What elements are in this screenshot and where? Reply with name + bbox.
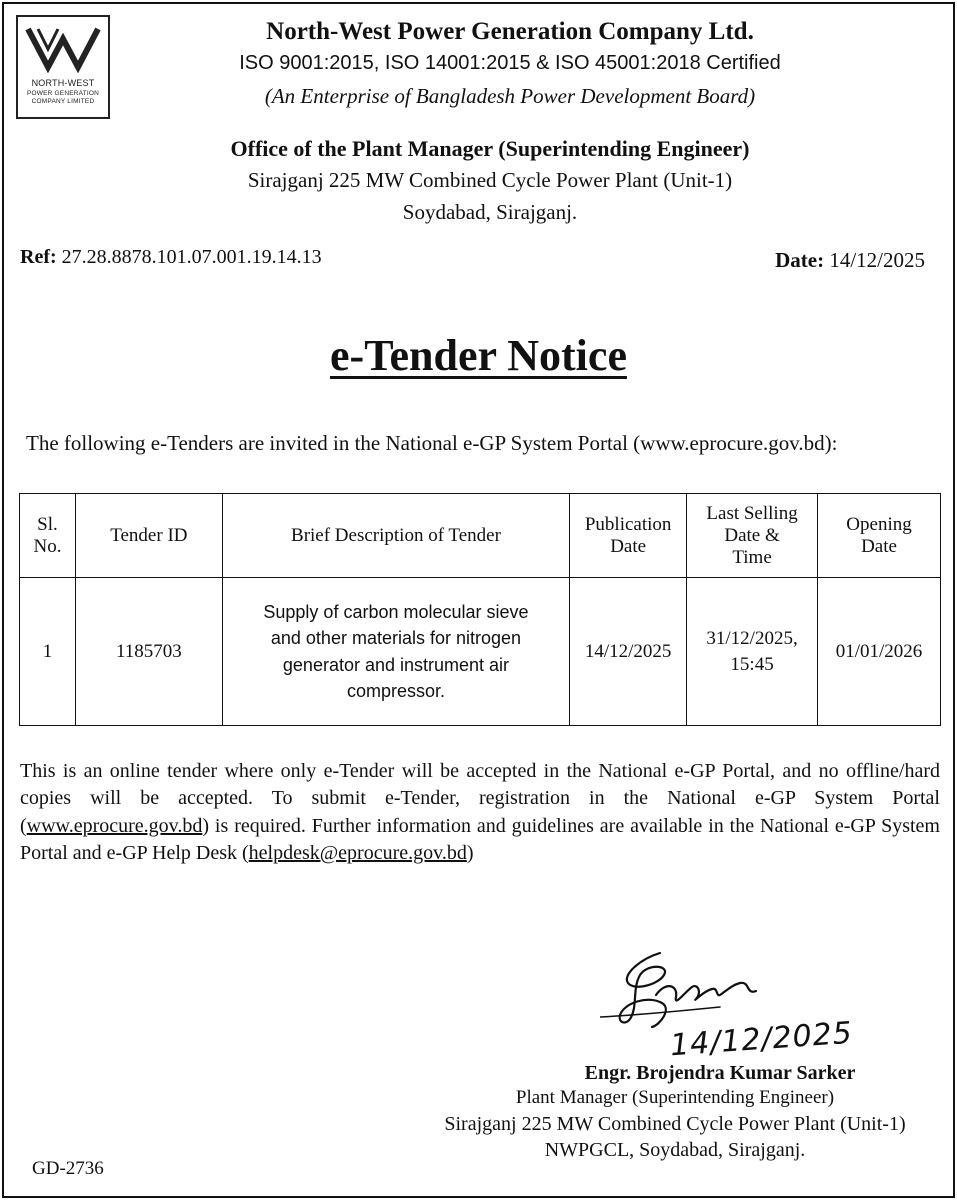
table-row [20, 578, 941, 726]
header-sl [20, 494, 76, 578]
plant-name: Sirajganj 225 MW Combined Cycle Power Plant (Unit-1) [247, 168, 733, 192]
intro-text: The following e-Tenders are invited in the National e-GP System Portal (www.eprocure.gov.bd): [26, 431, 838, 455]
description-line3: generator and instrument air [282, 654, 510, 675]
cell-description [222, 578, 569, 726]
header-last-selling-line2: Date & [724, 524, 780, 546]
cell-tender-id: 1185703 [75, 578, 222, 726]
last-selling-date: 31/12/2025, [706, 627, 798, 649]
eprocure-link[interactable]: www.eprocure.gov.bd [26, 814, 203, 837]
body-text-part2: ) is required. Further information and guidelines are available in the National e-GP System Portal and e-GP Help Desk ( [20, 814, 940, 865]
signer-plant: Sirajganj 225 MW Combined Cycle Power Plant (Unit-1) [444, 1112, 906, 1135]
header-opening-line1: Opening [846, 513, 912, 535]
ref-label: Ref: [20, 246, 57, 268]
header-last-selling-line1: Last Selling [706, 502, 798, 524]
cell-sl: 1 [20, 578, 76, 726]
header-publication-line1: Publication [584, 513, 672, 535]
body-text-part3: ) [466, 842, 474, 865]
description-line2: and other materials for nitrogen [270, 628, 522, 649]
header-opening-line2: Date [861, 535, 897, 557]
cell-last-selling [687, 578, 818, 726]
company-logo [16, 15, 110, 119]
logo-line2: POWER GENERATION [26, 90, 100, 97]
header-last-selling [687, 494, 818, 578]
handwritten-date: 14/12/2025 [669, 1015, 854, 1064]
header-last-selling-line3: Time [732, 546, 772, 568]
footer-code: GD-2736 [32, 1158, 104, 1179]
company-name: North-West Power Generation Company Ltd. [266, 18, 754, 45]
signer-designation: Plant Manager (Superintending Engineer) [515, 1087, 835, 1108]
helpdesk-email-link[interactable]: helpdesk@eprocure.gov.bd [248, 842, 467, 865]
signer-address: NWPGCL, Soydabad, Sirajganj. [544, 1138, 806, 1161]
nwpgcl-logo-icon [24, 23, 102, 73]
signer-block [400, 1060, 950, 1163]
signer-name: Engr. Brojendra Kumar Sarker [584, 1062, 856, 1084]
description-line4: compressor. [346, 680, 445, 701]
body-text-part1: This is an online tender where only e-Tender will be accepted in the National e-GP Portal, and no offline/hard copies will be accepted. To submit e-Tender, registration in the National e-GP System Portal ( [20, 760, 940, 837]
cell-publication: 14/12/2025 [570, 578, 687, 726]
description-line1: Supply of carbon molecular sieve [263, 602, 529, 623]
date-value: 14/12/2025 [829, 248, 925, 272]
logo-line1: NORTH-WEST [31, 78, 95, 88]
enterprise-line: (An Enterprise of Bangladesh Power Development Board) [264, 84, 756, 108]
office-title: Office of the Plant Manager (Superintending Engineer) [230, 136, 750, 161]
cell-opening: 01/01/2026 [818, 578, 941, 726]
table-header-row [20, 494, 941, 578]
plant-address: Soydabad, Sirajganj. [402, 200, 578, 224]
reference-number [20, 246, 322, 269]
notice-date [775, 248, 925, 273]
instructions-paragraph [20, 758, 940, 868]
logo-line3: COMPANY LIMITED [31, 98, 95, 105]
header-publication [570, 494, 687, 578]
ref-value: 27.28.8878.101.07.001.19.14.13 [61, 246, 322, 268]
header-publication-line2: Date [610, 535, 647, 557]
notice-title: e-Tender Notice [330, 331, 627, 380]
header-tender-id: Tender ID [75, 494, 222, 578]
last-selling-time: 15:45 [730, 653, 774, 675]
header-sl-line1: Sl. [37, 513, 58, 535]
iso-certification: ISO 9001:2015, ISO 14001:2015 & ISO 45001:2018 Certified [239, 52, 781, 74]
date-label: Date: [775, 248, 825, 272]
tender-table [19, 493, 941, 726]
header-description: Brief Description of Tender [222, 494, 569, 578]
header-opening [818, 494, 941, 578]
header-sl-line2: No. [33, 535, 62, 557]
